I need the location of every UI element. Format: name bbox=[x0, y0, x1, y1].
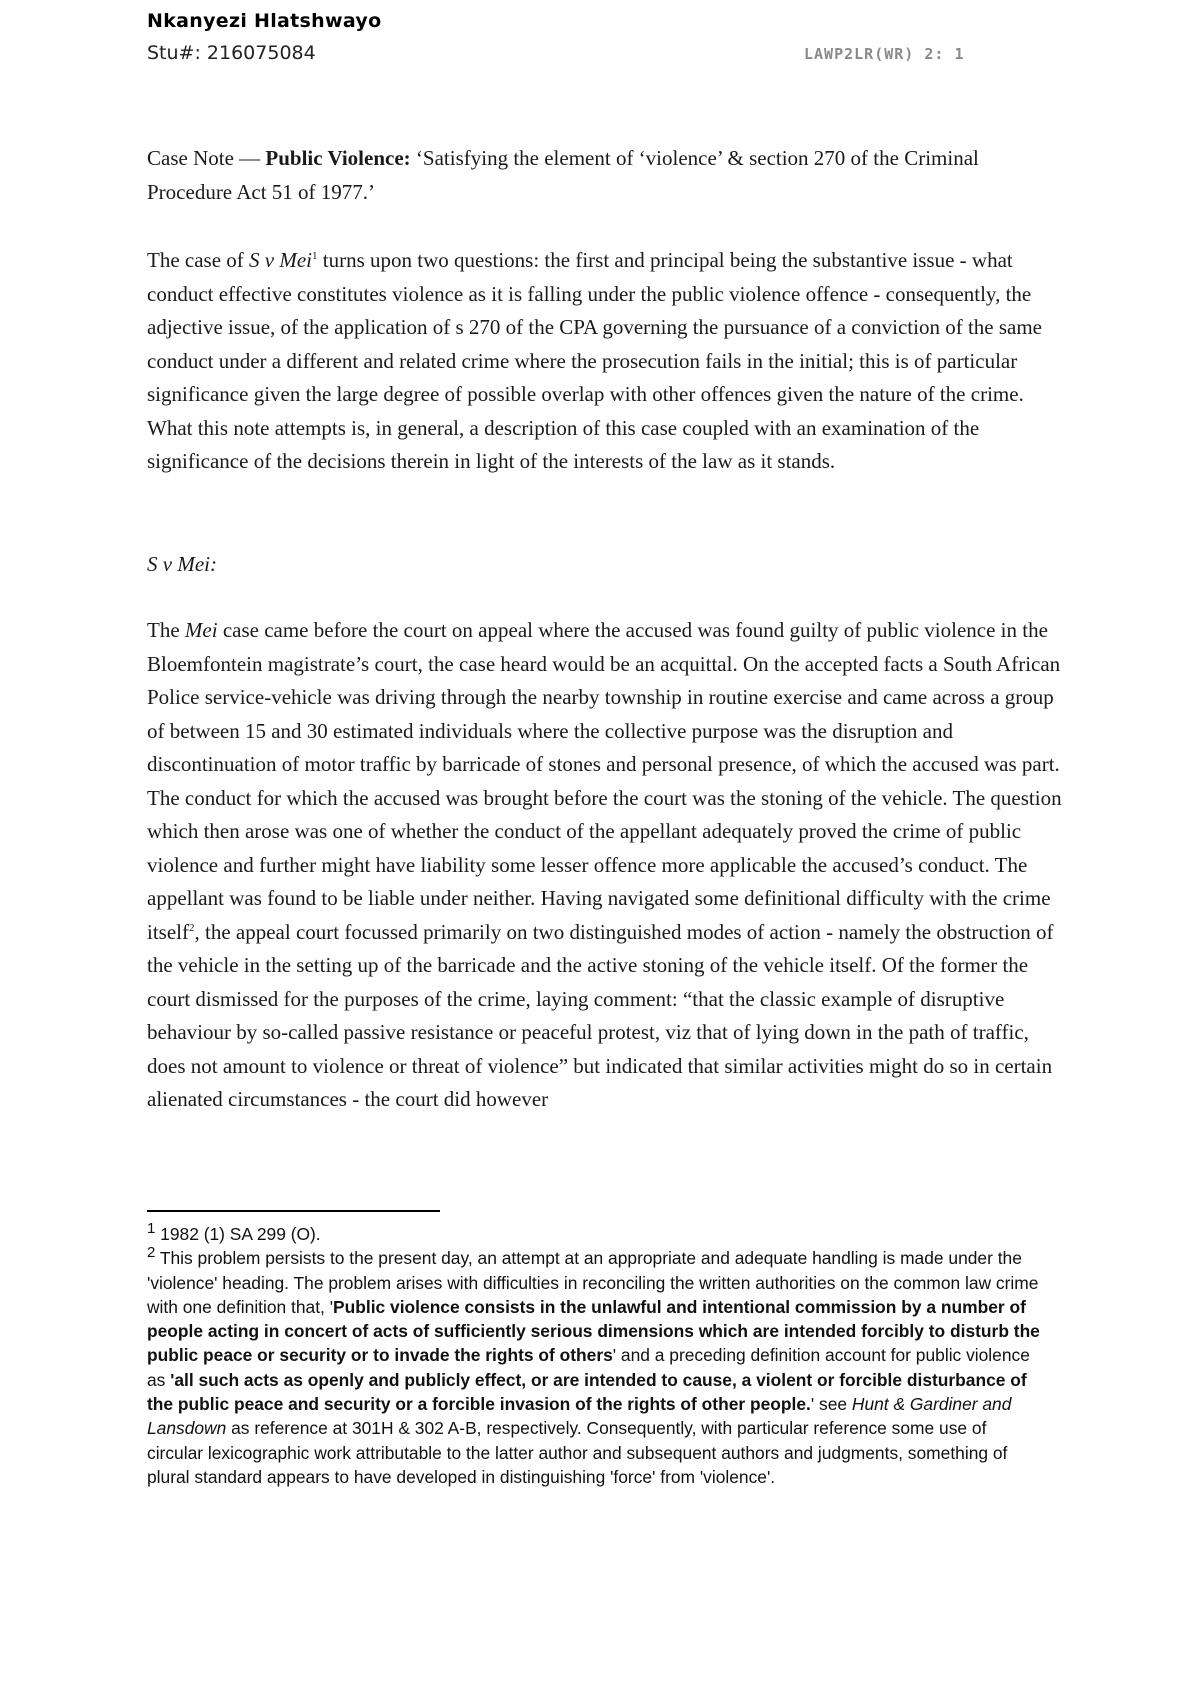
footnote-separator bbox=[147, 1210, 440, 1212]
mei-lead: The bbox=[147, 618, 185, 642]
mei-text-2: , the appeal court focussed primarily on two distinguished modes of action - namely the obstruction of the vehicle in the setting up of the barricade and the active stoning of the vehicle itself. Of the former the court dismissed for the purposes of the crime, laying comment: “that the classic example of disruptive behaviour by so-called passive resistance or peaceful protest, viz that of lying down in the path of traffic, does not amount to violence or threat of violence” but indicated that similar activities might do so in certain alienated circumstances - the court did however bbox=[147, 919, 1054, 1111]
footnote-1-number: 1 bbox=[147, 1220, 156, 1238]
footnotes-section bbox=[147, 1222, 1047, 1489]
footnote-ref-2[interactable]: 2 bbox=[189, 921, 195, 934]
footnote-2-authority: Hunt & Gardiner and Lansdown bbox=[147, 1394, 1012, 1439]
footnote-2-number: 2 bbox=[147, 1244, 156, 1262]
student-number: Stu#: 216075084 bbox=[147, 42, 316, 64]
mei-case-short: Mei bbox=[184, 618, 218, 642]
footnote-2-text-c: ' see bbox=[810, 1394, 852, 1415]
footnote-2-text-a: This problem persists to the present day, an attempt at an appropriate and adequate handling is made under the 'violence' heading. The problem arises with difficulties in reconciling the written authorities on the common law crime with one definition that, ' bbox=[147, 1248, 1039, 1317]
mei-text-1: case came before the court on appeal where the accused was found guilty of public violence in the Bloemfontein magistrate’s court, the case heard would be an acquittal. On the accepted facts a South African Police service-vehicle was driving through the nearby township in routine exercise and came across a group of between 15 and 30 estimated individuals where the collective purpose was the disruption and discontinuation of motor traffic by barricade of stones and personal presence, of which the accused was part. The conduct for which the accused was brought before the court was the stoning of the vehicle. The question which then arose was one of whether the conduct of the appellant adequately proved the crime of public violence and further might have liability some lesser offence more applicable the accused’s conduct. The appellant was found to be liable under neither. Having navigated some definitional difficulty with the crime itself bbox=[147, 618, 1062, 944]
section-heading: S v Mei: bbox=[147, 552, 217, 576]
title-subtitle: ‘Satisfying the element of ‘violence’ & section 270 of the Criminal Procedure Act 51 of 1977.’ bbox=[147, 146, 979, 204]
intro-case-name: S v Mei bbox=[249, 248, 313, 272]
title-prefix: Case Note — bbox=[147, 146, 266, 170]
intro-lead: The case of bbox=[147, 248, 250, 272]
footnote-1-text: 1982 (1) SA 299 (O). bbox=[155, 1224, 321, 1244]
footnote-2-text-b: ' and a preceding definition account for public violence as bbox=[147, 1345, 1030, 1390]
footnote-1 bbox=[147, 1222, 1047, 1246]
footnote-2-text-d: as reference at 301H & 302 A-B, respectively. Consequently, with particular reference some use of circular lexicographic work attributable to the latter author and subsequent authors and judgments, something of plural standard appears to have developed in distinguishing 'force' from 'violence'. bbox=[147, 1418, 1008, 1487]
title-topic: Public Violence: bbox=[265, 146, 411, 170]
footnote-2-definition-b: 'all such acts as openly and publicly effect, or are intended to cause, a violent or forcible disturbance of the public peace and security or a forcible invasion of the rights of other people. bbox=[147, 1369, 1027, 1415]
mei-paragraph bbox=[147, 614, 1067, 1117]
footnote-2 bbox=[147, 1246, 1047, 1489]
case-note-title bbox=[147, 142, 1067, 209]
course-reference: LAWP2LR(WR) 2: 1 bbox=[804, 45, 965, 63]
intro-paragraph bbox=[147, 244, 1067, 479]
intro-text: turns upon two questions: the first and principal being the substantive issue - what conduct effective constitutes violence as it is falling under the public violence offence - consequently, the adjective issue, of the application of s 270 of the CPA governing the pursuance of a conviction of the same conduct under a different and related crime where the prosecution fails in the initial; this is of particular significance given the large degree of possible overlap with other offences given the nature of the crime. What this note attempts is, in general, a description of this case coupled with an examination of the significance of the decisions therein in light of the interests of the law as it stands. bbox=[147, 248, 1043, 473]
footnote-2-definition-a: Public violence consists in the unlawful and intentional commission by a number of people acting in concert of acts of sufficiently serious dimensions which are intended forcibly to disturb the public peace or security or to invade the rights of others bbox=[147, 1296, 1040, 1366]
footnote-ref-1[interactable]: 1 bbox=[312, 250, 318, 262]
author-name: Nkanyezi Hlatshwayo bbox=[147, 10, 382, 32]
